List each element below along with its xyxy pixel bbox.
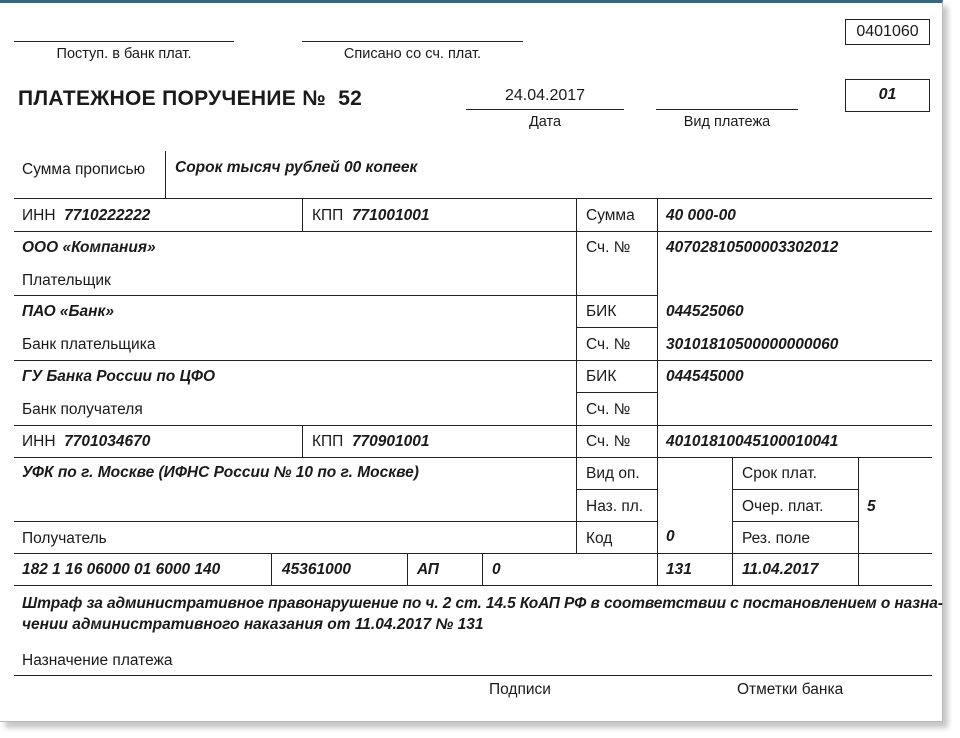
rule-13 — [14, 553, 932, 554]
rule-4 — [576, 327, 657, 328]
payment-type-label: Вид платежа — [683, 114, 771, 130]
payee-account: 40101810045100010041 — [666, 433, 839, 450]
debited-line — [302, 41, 523, 42]
payer-kpp: 771001001 — [351, 207, 430, 224]
payee-inn-label — [22, 432, 150, 452]
payee-account-label: Сч. № — [586, 433, 631, 450]
amount-words-divider — [165, 151, 166, 198]
sum-value: 40 000-00 — [666, 207, 736, 224]
order-number: 52 — [338, 87, 363, 110]
code-value: 0 — [666, 528, 675, 545]
vrule-labels-left — [576, 198, 577, 553]
payer-kpp-label-text: КПП — [312, 207, 344, 224]
payee-inn-label-text: ИНН — [22, 433, 56, 450]
rule-12 — [732, 521, 858, 522]
rule-2 — [14, 231, 932, 232]
signatures-label: Подписи — [489, 681, 551, 698]
doc-number-value: 131 — [666, 561, 692, 578]
vrule-tax-1 — [271, 553, 272, 585]
payer-inn-label-text: ИНН — [22, 207, 56, 224]
payee-name: УФК по г. Москве (ИФНС России № 10 по г. Москве) — [22, 464, 419, 481]
priority-label: Очер. плат. — [742, 498, 824, 515]
kbk-value: 182 1 16 06000 01 6000 140 — [22, 561, 221, 578]
rule-15 — [14, 675, 932, 676]
vrule-labels-right — [657, 198, 658, 585]
rule-5 — [14, 360, 932, 361]
vrule-right-block — [732, 457, 733, 585]
purpose-code-label: Наз. пл. — [586, 498, 644, 515]
priority-value: 5 — [867, 498, 876, 515]
vrule-tax-3 — [482, 553, 483, 585]
rule-6 — [576, 392, 657, 393]
title-prefix: ПЛАТЕЖНОЕ ПОРУЧЕНИЕ № — [18, 87, 326, 110]
vrule-kpp-payee — [302, 425, 303, 457]
rule-14 — [14, 585, 932, 586]
payee-role-label: Получатель — [22, 530, 107, 547]
vrule-tax-2 — [407, 553, 408, 585]
rule-7 — [14, 425, 932, 426]
payer-role-label: Плательщик — [22, 272, 111, 289]
rule-8 — [14, 457, 932, 458]
payer-kpp-label — [312, 206, 430, 226]
payee-bank-name: ГУ Банка России по ЦФО — [22, 368, 216, 385]
rule-11 — [14, 521, 657, 522]
page-title — [18, 87, 362, 111]
date-label: Дата — [528, 114, 562, 130]
payer-inn: 7710222222 — [64, 207, 151, 224]
payee-bank-role-label: Банк получателя — [22, 401, 143, 418]
date-line — [466, 109, 624, 110]
doc-date-value: 11.04.2017 — [742, 561, 819, 578]
payee-inn: 7701034670 — [64, 433, 151, 450]
payer-inn-label — [22, 206, 150, 226]
payer-account-label: Сч. № — [586, 239, 631, 256]
vrule-kpp — [302, 198, 303, 231]
basis-value: АП — [417, 561, 439, 578]
reserve-label: Рез. поле — [742, 530, 810, 547]
form-code-box — [845, 19, 930, 45]
term-label: Срок плат. — [742, 465, 817, 482]
payer-bank-name: ПАО «Банк» — [22, 303, 114, 320]
form-code: 0401060 — [856, 23, 919, 40]
op-type-label: Вид оп. — [586, 465, 640, 482]
status-code: 01 — [878, 86, 897, 103]
payer-bank-account-label: Сч. № — [586, 336, 631, 353]
amount-words-value: Сорок тысяч рублей 00 копеек — [175, 159, 418, 176]
payment-type-line — [656, 109, 798, 110]
amount-words-label: Сумма прописью — [22, 161, 146, 178]
rule-3 — [14, 295, 657, 296]
payee-bank-bik: 044545000 — [666, 368, 744, 385]
vrule-priority — [858, 457, 859, 585]
payee-bank-bik-label: БИК — [586, 368, 617, 385]
purpose-label: Назначение платежа — [22, 652, 173, 669]
payee-bank-account-label: Сч. № — [586, 401, 631, 418]
debited-label: Списано со сч. плат. — [343, 46, 482, 62]
rule-9 — [576, 489, 657, 490]
document-date: 24.04.2017 — [504, 87, 586, 104]
payer-bank-role-label: Банк плательщика — [22, 336, 156, 353]
period-value: 0 — [492, 561, 501, 578]
payer-name: ООО «Компания» — [22, 239, 156, 256]
status-code-box — [845, 79, 930, 112]
payer-account: 40702810500003302012 — [666, 239, 839, 256]
rule-1 — [14, 198, 932, 199]
code-label: Код — [586, 530, 613, 547]
bank-received-label: Поступ. в банк плат. — [56, 46, 192, 62]
rule-10 — [732, 489, 858, 490]
payer-bank-account: 30101810500000000060 — [666, 336, 839, 353]
payee-kpp-label — [312, 432, 430, 452]
bank-marks-label: Отметки банка — [737, 681, 844, 698]
purpose-line-1: Штраф за административное правонарушение по ч. 2 ст. 14.5 КоАП РФ в соответствии с постановлением о назна- — [22, 595, 943, 612]
payee-kpp-label-text: КПП — [312, 433, 344, 450]
payer-bank-bik: 044525060 — [666, 303, 744, 320]
sum-label: Сумма — [586, 207, 635, 224]
payee-kpp: 770901001 — [351, 433, 430, 450]
purpose-line-2: чении административного наказания от 11.04.2017 № 131 — [22, 616, 484, 633]
payer-bank-bik-label: БИК — [586, 303, 617, 320]
oktmo-value: 45361000 — [282, 561, 351, 578]
bank-received-line — [14, 41, 234, 42]
